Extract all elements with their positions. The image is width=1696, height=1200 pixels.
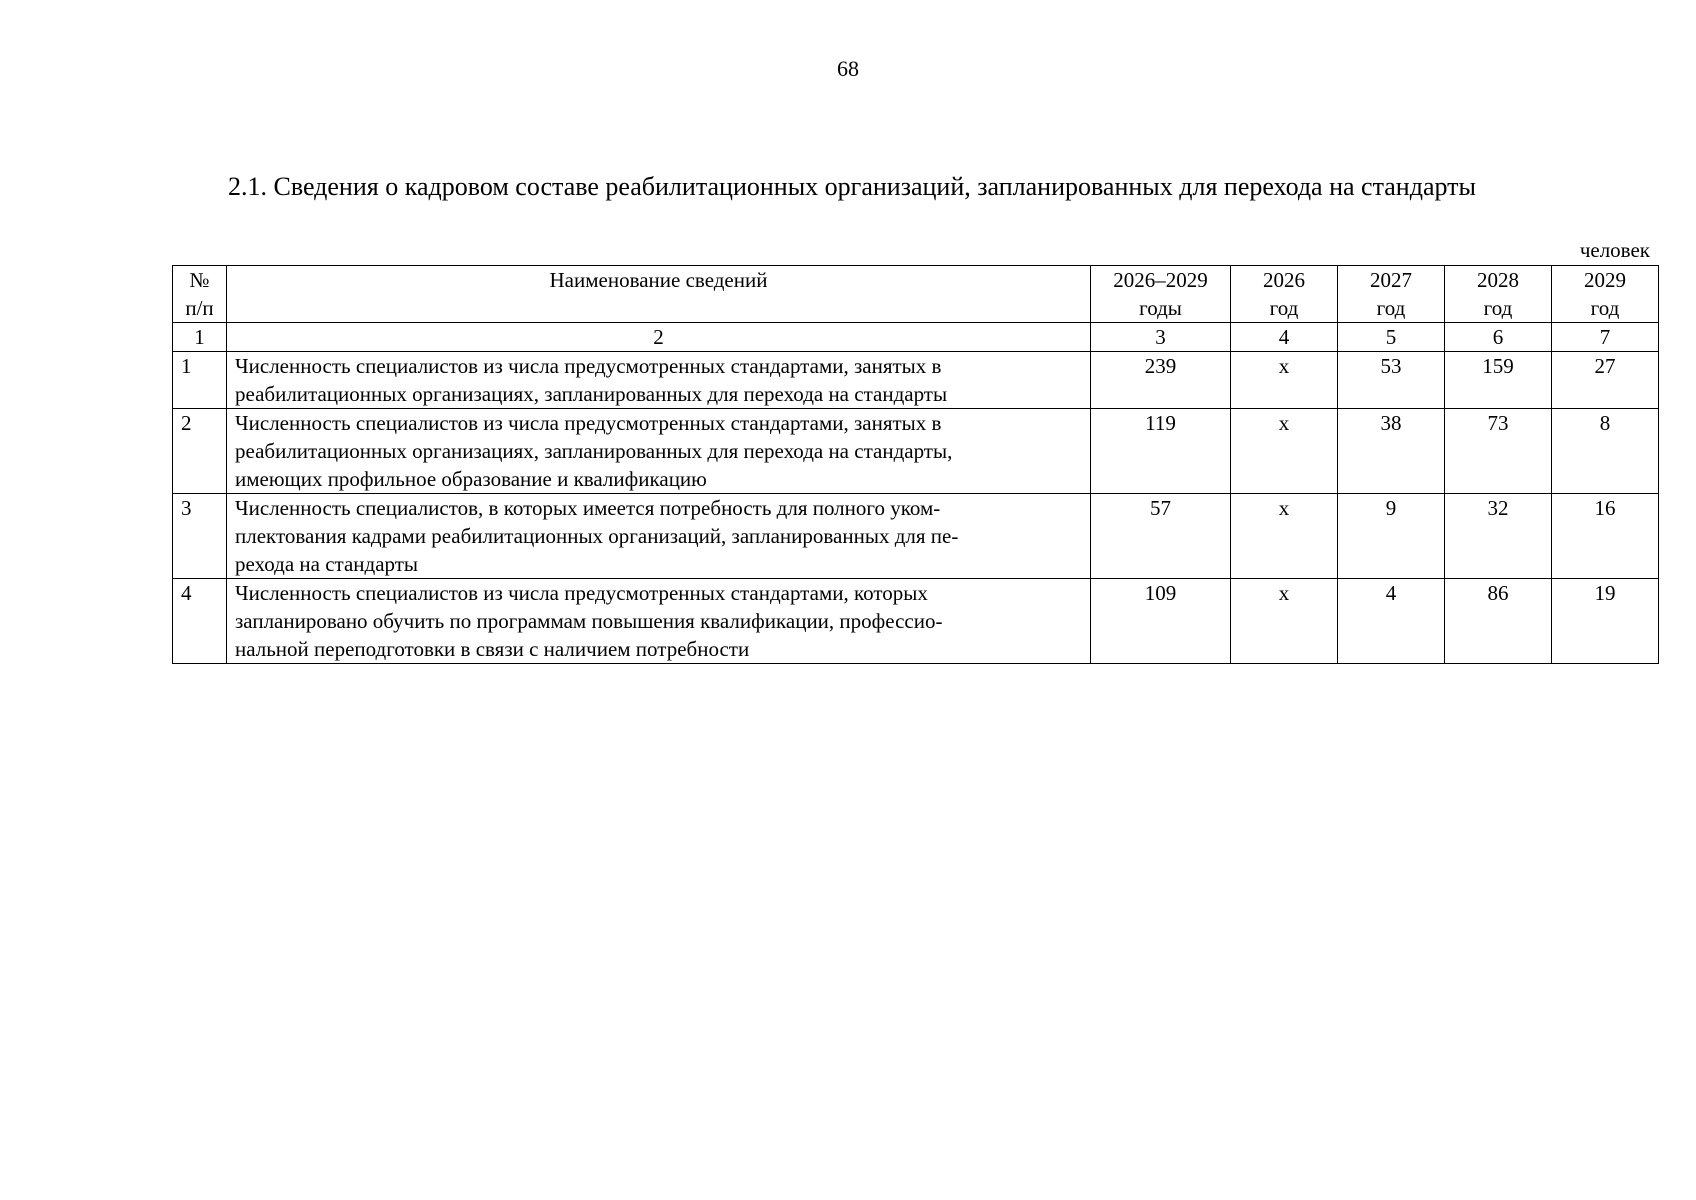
row-number: 1 <box>173 352 227 409</box>
row-description-line: Численность специалистов из числа предусмотренных стандартами, занятых в <box>235 354 942 378</box>
row-total-value: 109 <box>1091 579 1231 664</box>
column-index-cell: 2 <box>227 323 1091 352</box>
row-total-value: 57 <box>1091 494 1231 579</box>
header-2027-line2: год <box>1376 296 1406 320</box>
row-number: 2 <box>173 409 227 494</box>
row-description-line: реабилитационных организациях, запланированных для перехода на стандарты, <box>235 439 953 463</box>
header-2027-cell <box>1338 266 1445 323</box>
table-row <box>173 494 1659 579</box>
row-2028-value: 73 <box>1445 409 1552 494</box>
row-2029-value: 19 <box>1552 579 1659 664</box>
table-row <box>173 409 1659 494</box>
row-number: 3 <box>173 494 227 579</box>
row-2026-value: х <box>1231 494 1338 579</box>
row-description-line: плектования кадрами реабилитационных организаций, запланированных для пе- <box>235 524 959 548</box>
column-index-cell: 4 <box>1231 323 1338 352</box>
column-index-cell: 1 <box>173 323 227 352</box>
header-2028-line2: год <box>1483 296 1513 320</box>
row-description-line: Численность специалистов из числа предусмотренных стандартами, которых <box>235 581 928 605</box>
row-2029-value: 8 <box>1552 409 1659 494</box>
header-2026-line1: 2026 <box>1263 268 1305 292</box>
row-2029-value: 27 <box>1552 352 1659 409</box>
column-index-cell: 7 <box>1552 323 1659 352</box>
table-row <box>173 352 1659 409</box>
row-2028-value: 159 <box>1445 352 1552 409</box>
header-2029-cell <box>1552 266 1659 323</box>
row-description-line: Численность специалистов, в которых имеется потребность для полного уком- <box>235 496 941 520</box>
row-description-line: реабилитационных организациях, запланированных для перехода на стандарты <box>235 382 948 406</box>
row-2028-value: 86 <box>1445 579 1552 664</box>
row-description <box>227 579 1091 664</box>
row-2026-value: х <box>1231 409 1338 494</box>
row-2027-value: 4 <box>1338 579 1445 664</box>
row-2026-value: х <box>1231 352 1338 409</box>
table-header-row <box>173 266 1659 323</box>
row-description-line: рехода на стандарты <box>235 552 419 576</box>
header-name-cell <box>227 266 1091 323</box>
header-number-cell <box>173 266 227 323</box>
header-number-line1: № <box>189 268 210 292</box>
page-number: 68 <box>837 56 859 81</box>
header-2026-line2: год <box>1269 296 1299 320</box>
header-2028-cell <box>1445 266 1552 323</box>
header-total-line2: годы <box>1139 296 1182 320</box>
table-row <box>173 579 1659 664</box>
row-description <box>227 494 1091 579</box>
row-description <box>227 352 1091 409</box>
row-2029-value: 16 <box>1552 494 1659 579</box>
header-number-line2: п/п <box>185 296 214 320</box>
row-description-line: Численность специалистов из числа предусмотренных стандартами, занятых в <box>235 411 942 435</box>
header-2028-line1: 2028 <box>1477 268 1519 292</box>
unit-label: человек <box>1579 238 1650 262</box>
row-2027-value: 38 <box>1338 409 1445 494</box>
row-description-line: имеющих профильное образование и квалификацию <box>235 467 707 491</box>
column-index-row <box>173 323 1659 352</box>
header-total-line1: 2026–2029 <box>1113 268 1208 292</box>
staffing-table <box>172 265 1659 664</box>
header-2027-line1: 2027 <box>1370 268 1412 292</box>
column-index-cell: 5 <box>1338 323 1445 352</box>
header-name: Наименование сведений <box>549 268 768 292</box>
row-total-value: 239 <box>1091 352 1231 409</box>
header-2029-line2: год <box>1590 296 1620 320</box>
header-2026-cell <box>1231 266 1338 323</box>
column-index-cell: 6 <box>1445 323 1552 352</box>
row-2028-value: 32 <box>1445 494 1552 579</box>
header-total-cell <box>1091 266 1231 323</box>
row-total-value: 119 <box>1091 409 1231 494</box>
row-description-line: запланировано обучить по программам повышения квалификации, профессио- <box>235 609 943 633</box>
section-title: 2.1. Сведения о кадровом составе реабилитационных организаций, запланированных для перехода на стандарты <box>228 172 1476 201</box>
row-description-line: нальной переподготовки в связи с наличием потребности <box>235 637 750 661</box>
row-2027-value: 53 <box>1338 352 1445 409</box>
row-description <box>227 409 1091 494</box>
row-2026-value: х <box>1231 579 1338 664</box>
header-2029-line1: 2029 <box>1584 268 1626 292</box>
row-2027-value: 9 <box>1338 494 1445 579</box>
column-index-cell: 3 <box>1091 323 1231 352</box>
row-number: 4 <box>173 579 227 664</box>
